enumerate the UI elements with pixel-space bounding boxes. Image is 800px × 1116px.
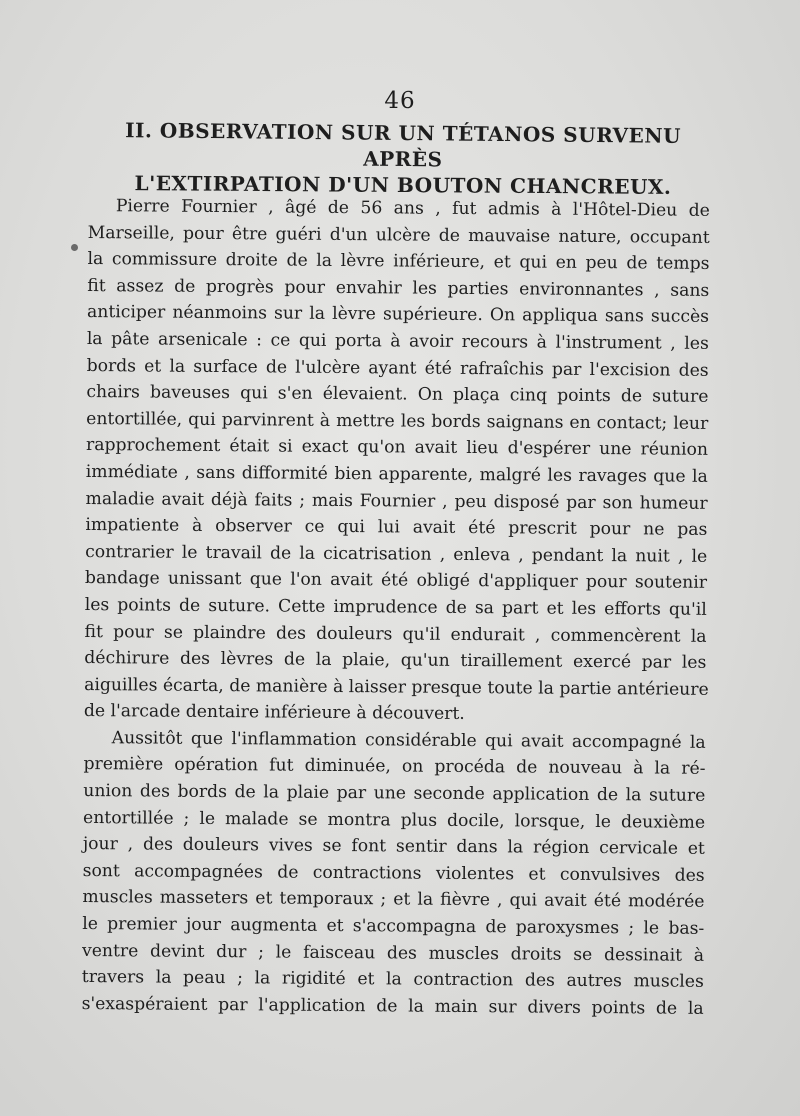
text-line: rapprochement était si exact qu'on avait lieu d'espérer une réunion: [85, 435, 709, 461]
text-line: Aussitôt que l'inflammation considérable qui avait accompagné la: [111, 728, 706, 753]
section-heading: [88, 120, 718, 198]
text-line: travers la peau ; la rigidité et la contraction des autres muscles: [81, 967, 704, 993]
text-line: Pierre Fournier , âgé de 56 ans , fut admis à l'Hôtel-Dieu de: [115, 196, 710, 221]
text-line: sont accompagnées de contractions violentes et convulsives des: [82, 860, 705, 886]
text-line: fit pour se plaindre des douleurs qu'il endurait , commencèrent la: [84, 621, 707, 647]
paragraph-1: [84, 193, 710, 730]
text-line: bords et la surface de l'ulcère ayant été rafraîchis par l'excision des: [86, 355, 709, 381]
text-line: impatiente à observer ce qui lui avait été prescrit pour ne pas: [85, 515, 708, 540]
text-line: union des bords de la plaie par une seconde application de la suture: [83, 781, 706, 806]
text-line: ventre devint dur ; le faisceau des muscles droits se dessinait à: [81, 940, 705, 966]
text-line: entortillée ; le malade se montra plus docile, lorsque, le deuxième: [83, 807, 706, 833]
text-line: jour , des douleurs vives se font sentir dans la région cervicale et: [82, 834, 705, 860]
text-line: anticiper néanmoins sur la lèvre supérieure. On appliqua sans succès: [86, 302, 710, 328]
heading-line-1: II. OBSERVATION SUR UN TÉTANOS SURVENU APRÈS: [125, 118, 682, 172]
text-line: muscles masseters et temporaux ; et la fièvre , qui avait été modérée: [82, 887, 705, 913]
page-number: 46: [384, 88, 416, 114]
body-text: [82, 193, 710, 1022]
text-line: les points de suture. Cette imprudence de sa part et les efforts qu'il: [84, 594, 707, 620]
text-line: la pâte arsenicale : ce qui porta à avoir recours à l'instrument , les: [86, 328, 709, 354]
text-line: entortillée, qui parvinrent à mettre les bords saignans en contact; leur: [86, 408, 709, 434]
text-line: fit assez de progrès pour envahir les parties environnantes , sans: [87, 275, 710, 301]
text-line: la commissure droite de la lèvre inférieure, et qui en peu de temps: [87, 249, 710, 275]
text-line: chairs baveuses qui s'en élevaient. On plaça cinq points de suture: [86, 382, 709, 408]
text-line: contrarier le travail de la cicatrisation , enleva , pendant la nuit , le: [85, 541, 708, 567]
text-line: aiguilles écarta, de manière à laisser presque toute la partie antérieure: [84, 674, 709, 700]
text-line: de l'arcade dentaire inférieure à découvert.: [83, 701, 465, 725]
text-line: immédiate , sans difformité bien apparente, malgré les ravages que la: [85, 461, 708, 487]
text-line: bandage unissant que l'on avait été obligé d'appliquer pour soutenir: [84, 568, 708, 594]
text-line: déchirure des lèvres de la plaie, qu'un tiraillement exercé par les: [84, 648, 707, 673]
heading-line-2: L'EXTIRPATION D'UN BOUTON CHANCREUX.: [134, 171, 672, 199]
text-line: s'exaspéraient par l'application de la main sur divers points de la: [81, 993, 704, 1019]
ink-spot: [71, 244, 78, 251]
text-line: Marseille, pour être guéri d'un ulcère de mauvaise nature, occupant: [87, 222, 710, 248]
text-line: le premier jour augmenta et s'accompagna de paroxysmes ; le bas-: [82, 914, 705, 939]
text-line: maladie avait déjà faits ; mais Fournier , peu disposé par son humeur: [85, 488, 708, 514]
paragraph-2: [82, 725, 706, 1022]
text-line: première opération fut diminuée, on procéda de nouveau à la ré-: [83, 754, 706, 780]
